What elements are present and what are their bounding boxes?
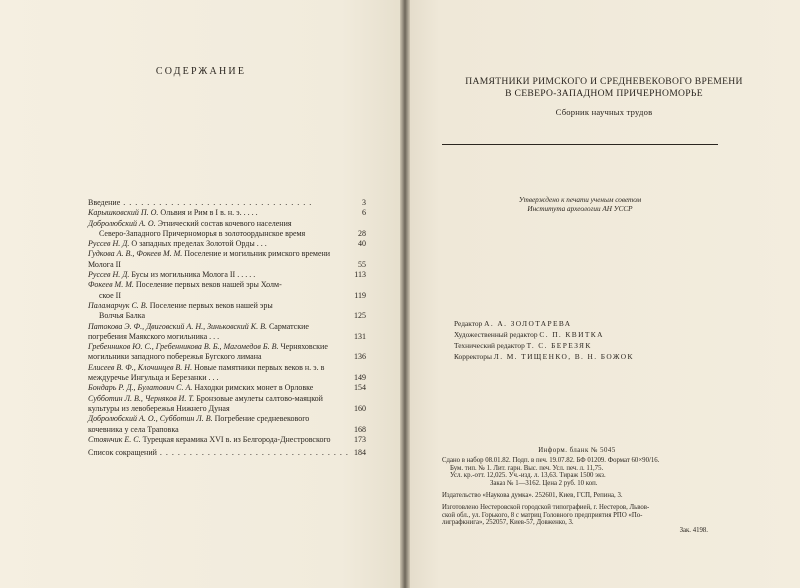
staff-role: Корректоры (454, 352, 492, 361)
toc-entry-title: Сарматские погребения Маякского могильника . . . (88, 321, 309, 341)
toc-page-number: 3 (362, 198, 366, 207)
toc-page-number: 131 (354, 331, 366, 341)
printer-line-2: ской обл., ул. Горького, 8 с матриц Головного предприятия РПО «По- (442, 511, 643, 519)
toc-entry-text (88, 435, 366, 445)
toc-author: Патокова Э. Ф., Двиговский А. Н., Зиньковский К. В. (88, 321, 267, 331)
editorial-staff (454, 318, 634, 362)
toc-leader-dots (120, 198, 312, 207)
toc-page-number: 55 (358, 259, 366, 269)
toc-author: Елисеев В. Ф., Клочинцев В. Н. (88, 362, 193, 372)
toc-page-number: 173 (354, 434, 366, 444)
toc-entry-title-cont: Северо-Западного Причерноморья в золотоордынское время (99, 228, 306, 238)
toc-entry-title: Турецкая керамика XVI в. из Белгорода-Днестровского (140, 434, 331, 444)
toc-entry-text (88, 414, 366, 435)
toc-entry (88, 280, 366, 301)
toc-entry (88, 322, 366, 343)
toc-entry-text (88, 219, 366, 240)
toc-entry-text (88, 280, 366, 301)
toc-page-number: 154 (354, 383, 366, 393)
toc-entry-title: Черняховские могильники западного побережья Бугского лимана (88, 342, 328, 362)
toc-entry-text (88, 208, 366, 218)
publisher-line: Издательство «Наукова думка». 252601, Киев, ГСП, Репина, 3. (442, 491, 623, 499)
toc-entry-text (88, 322, 366, 343)
toc-entry-title: Новые памятники первых веков н. э. в междуречье Ингульца и Березанки . . . (88, 362, 325, 383)
toc-entry-title-cont: Волчья Балка (99, 311, 146, 321)
toc-entry-title: О западных пределах Золотой Орды . . . (129, 239, 267, 249)
toc-author: Бондарь Р. Д., Булатович С. А. (88, 383, 193, 393)
toc-page-number: 136 (354, 352, 366, 362)
toc-entry-title: Этнический состав кочевого населения (155, 218, 292, 228)
staff-line (454, 351, 634, 362)
toc-entry (88, 208, 366, 218)
table-of-contents (88, 198, 366, 458)
toc-entry-title: Погребение средневекового кочевника у села Траповка (88, 414, 310, 434)
toc-entry-text (88, 448, 366, 458)
toc-author: Карышковский П. О. (88, 208, 159, 218)
staff-name: С. П. КВИТКА (539, 330, 604, 339)
toc-entry-text (88, 239, 366, 249)
toc-page-number: 149 (354, 373, 366, 383)
toc-heading: СОДЕРЖАНИЕ (155, 66, 247, 77)
toc-entry-title: Список сокращений (88, 448, 157, 458)
toc-entry-title: Ольвия и Рим в I в. н. э. . . . . (158, 208, 258, 218)
book-title-line-2: В СЕВЕРО-ЗАПАДНОМ ПРИЧЕРНОМОРЬЕ (505, 88, 703, 99)
toc-entry-title: Бусы из могильника Молога II . . . . . (129, 270, 256, 280)
toc-entry (88, 249, 366, 270)
printer-line-3: лиграфкнига», 252057, Киев-57, Довженко, 3. (442, 519, 574, 527)
toc-entry-title: Поселение первых веков нашей эры (147, 300, 273, 310)
staff-role: Художественный редактор (454, 330, 538, 339)
toc-entry-text (88, 249, 366, 270)
toc-entry (88, 394, 366, 415)
approval-line-1: Утверждено к печати ученым советом (518, 196, 642, 204)
toc-leader-dots (157, 448, 349, 457)
book-title-block (408, 76, 800, 118)
imprint (442, 447, 712, 535)
toc-entry (88, 414, 366, 435)
staff-name: Т. С. БЕРЕЗЯК (526, 341, 592, 350)
toc-entry (88, 301, 366, 322)
imprint-line-3: Усл. кр.-отт. 12,025. Уч.-изд. л. 13,63. Тираж 1500 экз. (450, 472, 606, 480)
toc-entry-text (88, 383, 366, 393)
toc-entry (88, 383, 366, 393)
toc-entry-title-cont: ское II (99, 290, 122, 300)
toc-page-number: 168 (354, 424, 366, 434)
toc-entry-text (88, 270, 366, 280)
toc-page-number: 6 (362, 208, 366, 218)
approval-note (500, 196, 660, 213)
toc-author: Фокеев М. М. (88, 280, 134, 290)
staff-line (454, 340, 634, 351)
toc-entry (88, 239, 366, 249)
toc-author: Гудкова А. В., Фокеев М. М. (88, 249, 183, 259)
toc-entry (88, 448, 366, 458)
toc-entry-text (88, 394, 366, 415)
toc-author: Паламарчук С. В. (88, 300, 148, 310)
toc-entry-text (88, 363, 366, 384)
info-blank: Информ. бланк № 5045 (538, 447, 616, 454)
book-subtitle: Сборник научных трудов (555, 107, 653, 117)
imprint-line-1: Сдано в набор 08.01.82. Подп. в печ. 19.07.82. БФ 01209. Формат 60×90/16. (442, 456, 660, 464)
toc-entry-title: Введение (88, 198, 121, 207)
toc-page-number: 40 (358, 239, 366, 249)
toc-entry (88, 270, 366, 280)
toc-entry (88, 198, 366, 208)
toc-author: Стоянчик Е. С. (88, 434, 141, 444)
staff-line (454, 318, 634, 329)
toc-entry-text (88, 198, 366, 208)
toc-entry (88, 342, 366, 363)
staff-role: Редактор (454, 319, 483, 328)
toc-entry-title: Находки римских монет в Орловке (192, 383, 314, 393)
toc-page-number: 28 (358, 228, 366, 238)
toc-entry-title: Поселение первых веков нашей эры Холм- (133, 280, 282, 290)
toc-entry (88, 363, 366, 384)
title-rule (442, 144, 718, 145)
printer-line-1: Изготовлено Нестеровской городской типографией, г. Нестеров, Львов- (442, 503, 650, 511)
imprint-line-4: Заказ № 1—3162. Цена 2 руб. 10 коп. (490, 480, 598, 488)
order-number: Зак. 4198. (679, 527, 708, 535)
imprint-line-2: Бум. тип. № 1. Лит. гарн. Выс. печ. Усл. печ. л. 11,75. (450, 464, 604, 472)
book-title-line-1: ПАМЯТНИКИ РИМСКОГО И СРЕДНЕВЕКОВОГО ВРЕМЕНИ (465, 76, 743, 87)
toc-author: Гребенников Ю. С., Гребенникова В. Б., Магомедов Б. В. (88, 342, 279, 352)
staff-name: А. А. ЗОЛОТАРЕВА (484, 319, 572, 328)
toc-page-number: 113 (354, 270, 366, 280)
toc-entry-text (88, 342, 366, 363)
approval-line-2: Института археологии АН УССР (527, 204, 633, 213)
staff-line (454, 329, 634, 340)
toc-entry-title: Поселение и могильник римского времени Молога II (88, 249, 331, 269)
toc-author: Добролюбский А. О. (88, 218, 156, 228)
toc-page-number: 160 (354, 403, 366, 413)
toc-entry-text (88, 301, 366, 322)
toc-author: Субботин Л. В., Черняков И. Т. (88, 393, 195, 403)
staff-name: Л. М. ТИЩЕНКО, В. Н. БОЖОК (493, 352, 634, 361)
toc-entry-title: Бронзовые амулеты салтово-маяцкой культуры из левобережья Нижнего Дуная (88, 393, 323, 413)
toc-entry (88, 435, 366, 445)
toc-author: Добролюбский А. О., Субботин Л. В. (88, 414, 213, 424)
toc-author: Руссев Н. Д. (88, 270, 130, 280)
toc-page-number: 184 (354, 448, 366, 458)
toc-author: Руссев Н. Д. (88, 239, 130, 249)
toc-page-number: 119 (354, 290, 366, 300)
toc-entry (88, 219, 366, 240)
toc-page-number: 125 (354, 311, 366, 321)
staff-role: Технический редактор (454, 341, 525, 350)
